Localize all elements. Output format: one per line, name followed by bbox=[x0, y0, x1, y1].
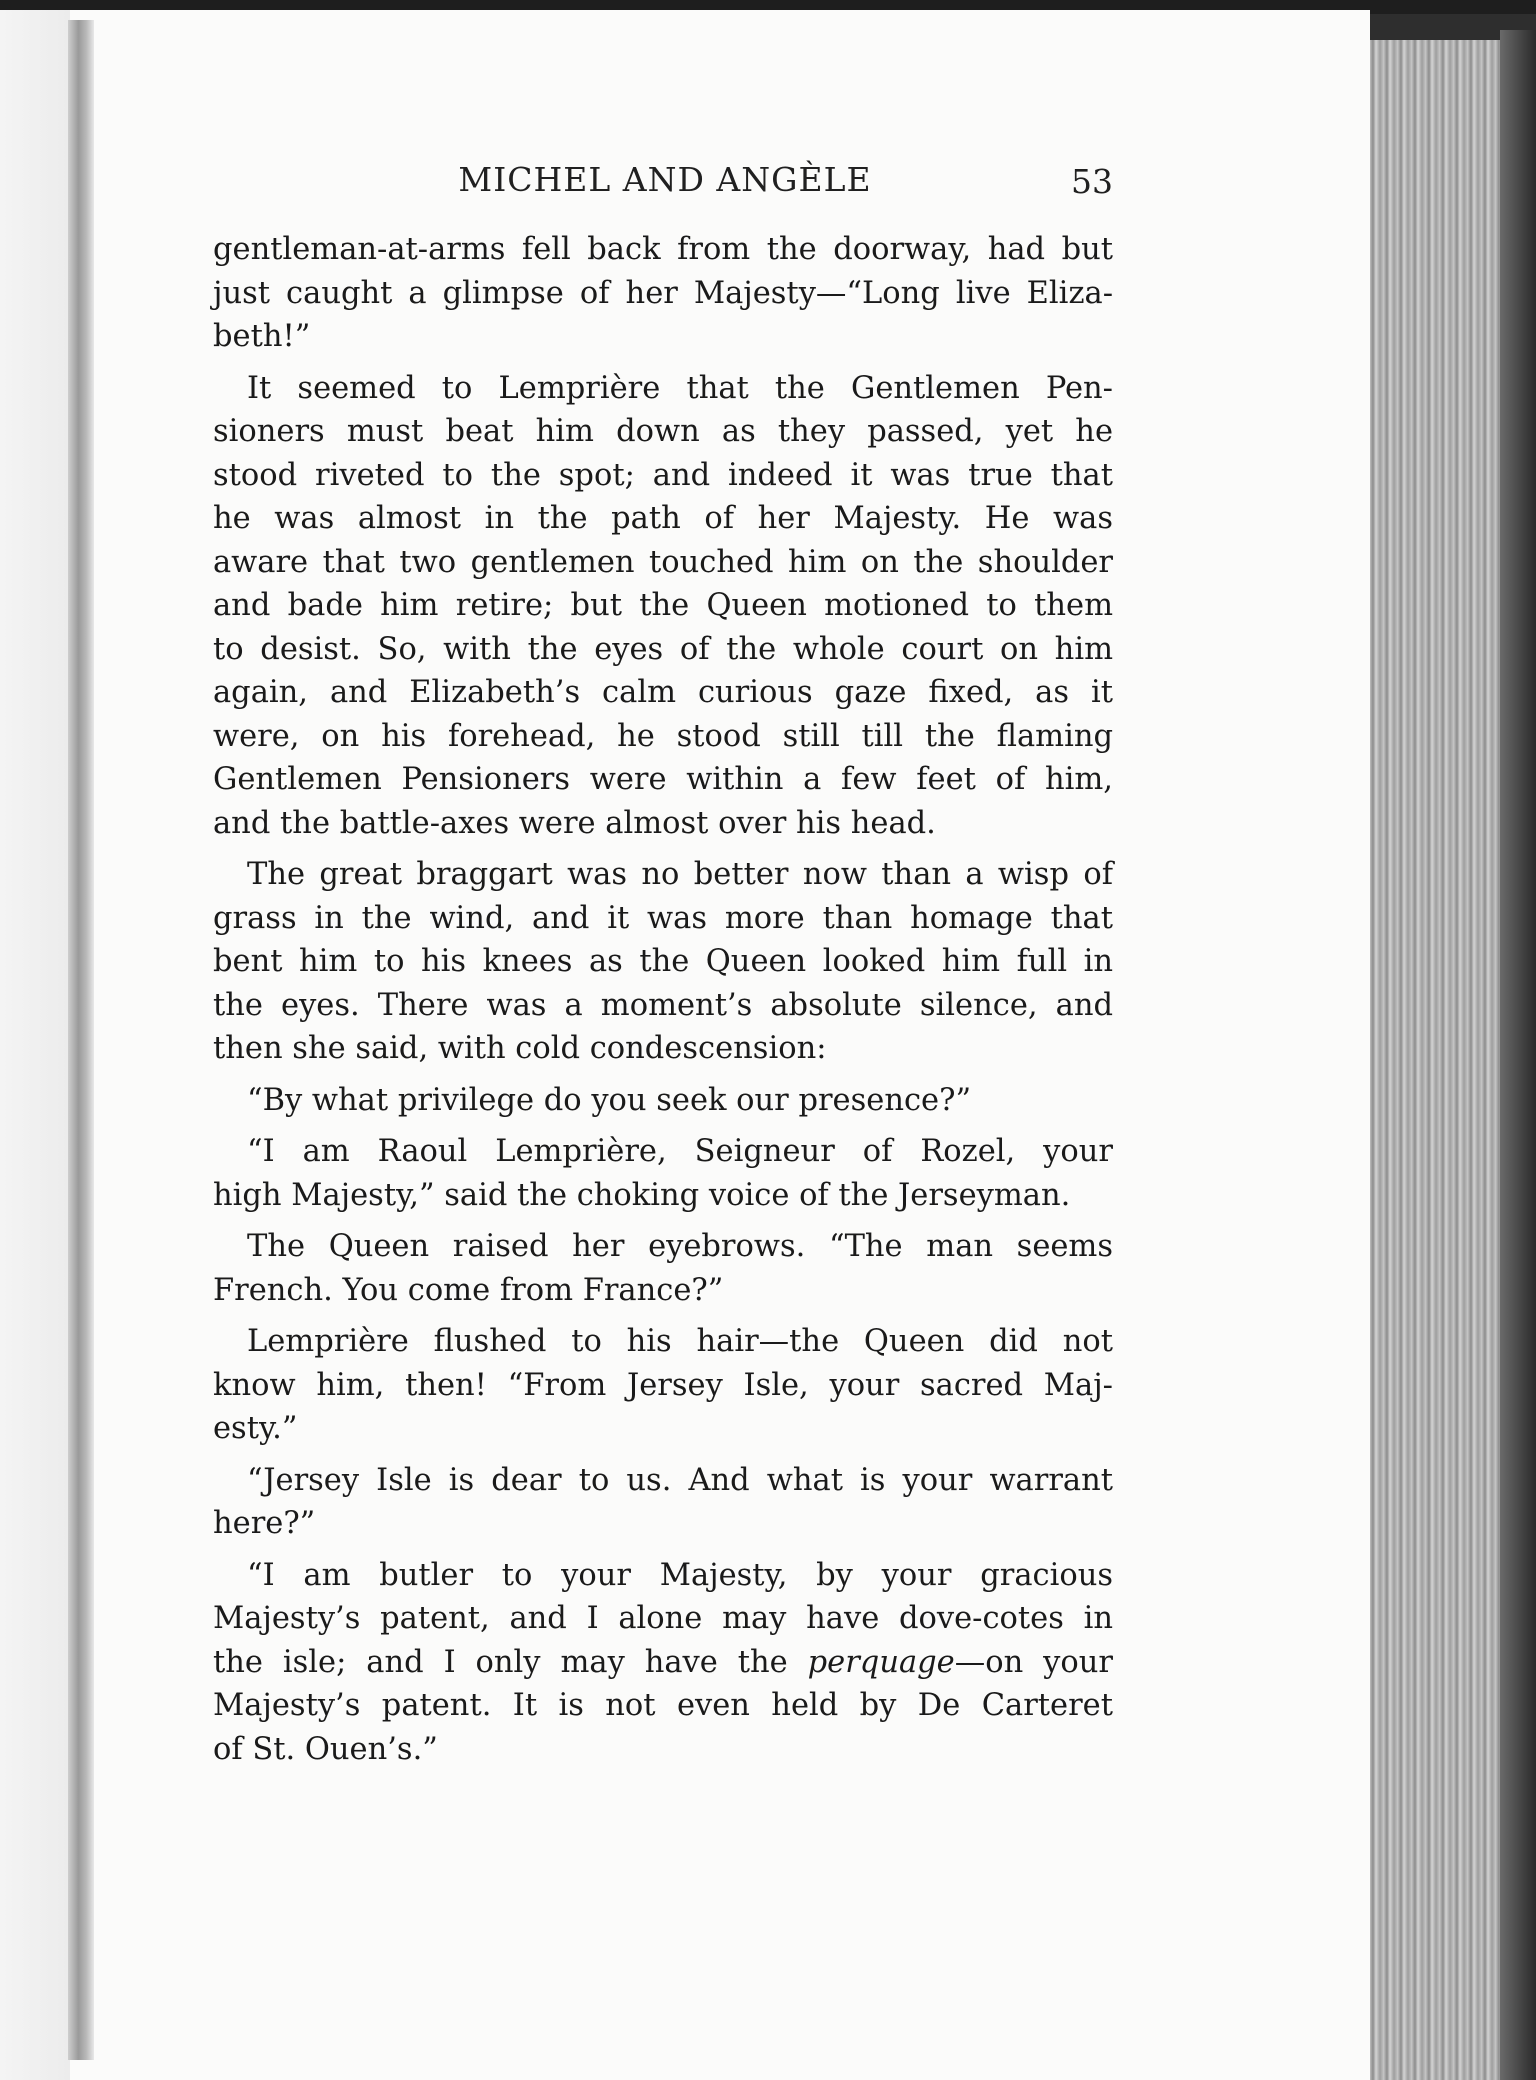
paragraph bbox=[213, 1459, 1113, 1546]
text-fragment: —on your bbox=[954, 1644, 1113, 1680]
running-head bbox=[215, 160, 1115, 210]
text-line: the isle; and I only may have the perquage—on your bbox=[213, 1644, 1113, 1680]
text-line: The great braggart was no better now than a wisp of bbox=[247, 857, 1113, 892]
paragraph bbox=[213, 1130, 1113, 1217]
text-line: “Jersey Isle is dear to us. And what is your warrant bbox=[247, 1462, 1113, 1498]
text-line: to desist. So, with the eyes of the whole court on him bbox=[213, 631, 1113, 667]
text-line: Majesty’s patent, and I alone may have dove-cotes in bbox=[213, 1601, 1113, 1636]
text-line: It seemed to Lemprière that the Gentlemen Pen- bbox=[247, 370, 1113, 406]
text-line: gentleman-at-arms fell back from the doorway, had but bbox=[213, 232, 1113, 267]
text-line: French. You come from France?” bbox=[213, 1272, 724, 1308]
text-line: and bade him retire; but the Queen motioned to them bbox=[213, 588, 1113, 623]
paragraph-gap bbox=[213, 1312, 1113, 1320]
text-line: Majesty’s patent. It is not even held by De Carteret bbox=[213, 1688, 1113, 1723]
text-line: again, and Elizabeth’s calm curious gaze fixed, as it bbox=[213, 675, 1113, 710]
book-cover-edge bbox=[1500, 30, 1536, 2080]
paragraph bbox=[213, 1079, 1113, 1123]
paragraph-gap bbox=[213, 1071, 1113, 1079]
text-line: “By what privilege do you seek our presence?” bbox=[247, 1082, 972, 1118]
text-line: were, on his forehead, he stood still till the flaming bbox=[213, 718, 1113, 754]
text-line: here?” bbox=[213, 1506, 316, 1541]
text-line: know him, then! “From Jersey Isle, your sacred Maj- bbox=[213, 1367, 1113, 1403]
text-line: and the battle-axes were almost over his head. bbox=[213, 805, 936, 841]
paragraph-gap bbox=[213, 845, 1113, 853]
facing-page-edge bbox=[0, 10, 70, 2080]
paragraph-gap bbox=[213, 1122, 1113, 1130]
text-line: just caught a glimpse of her Majesty—“Long live Eliza- bbox=[213, 275, 1113, 311]
paragraph-gap bbox=[213, 1451, 1113, 1459]
text-line: sioners must beat him down as they passed, yet he bbox=[213, 414, 1113, 449]
text-line: The Queen raised her eyebrows. “The man seems bbox=[247, 1229, 1113, 1264]
text-line: of St. Ouen’s.” bbox=[213, 1731, 438, 1767]
paragraph-gap bbox=[213, 359, 1113, 367]
text-line: Lemprière flushed to his hair—the Queen did not bbox=[247, 1324, 1113, 1359]
text-line: the eyes. There was a moment’s absolute silence, and bbox=[213, 987, 1113, 1023]
text-line: Gentlemen Pensioners were within a few feet of him, bbox=[213, 762, 1113, 797]
text-line: bent him to his knees as the Queen looked him full in bbox=[213, 944, 1113, 979]
binding-gutter bbox=[68, 20, 94, 2060]
paragraph bbox=[213, 1225, 1113, 1312]
paragraph-gap bbox=[213, 1546, 1113, 1554]
text-line: he was almost in the path of her Majesty. He was bbox=[213, 501, 1113, 536]
text-line: “I am butler to your Majesty, by your gracious bbox=[247, 1557, 1113, 1593]
paragraph-gap bbox=[213, 1217, 1113, 1225]
paragraph bbox=[213, 853, 1113, 1071]
text-line: “I am Raoul Lemprière, Seigneur of Rozel, your bbox=[247, 1134, 1113, 1169]
text-line: esty.” bbox=[213, 1411, 298, 1446]
text-line: aware that two gentlemen touched him on the shoulder bbox=[213, 544, 1113, 580]
italic-term: perquage bbox=[807, 1644, 955, 1680]
text-line: high Majesty,” said the choking voice of the Jerseyman. bbox=[213, 1177, 1071, 1213]
text-line: stood riveted to the spot; and indeed it was true that bbox=[213, 457, 1113, 493]
text-line: beth!” bbox=[213, 319, 311, 354]
paragraph bbox=[213, 228, 1113, 359]
page-number: 53 bbox=[1071, 162, 1113, 201]
paragraph bbox=[213, 1554, 1113, 1772]
paragraph bbox=[213, 1320, 1113, 1451]
text-line: then she said, with cold condescension: bbox=[213, 1031, 827, 1066]
body-text bbox=[213, 228, 1113, 1771]
text-line: grass in the wind, and it was more than homage that bbox=[213, 900, 1113, 936]
running-title: MICHEL AND ANGÈLE bbox=[458, 160, 872, 199]
paragraph bbox=[213, 367, 1113, 846]
